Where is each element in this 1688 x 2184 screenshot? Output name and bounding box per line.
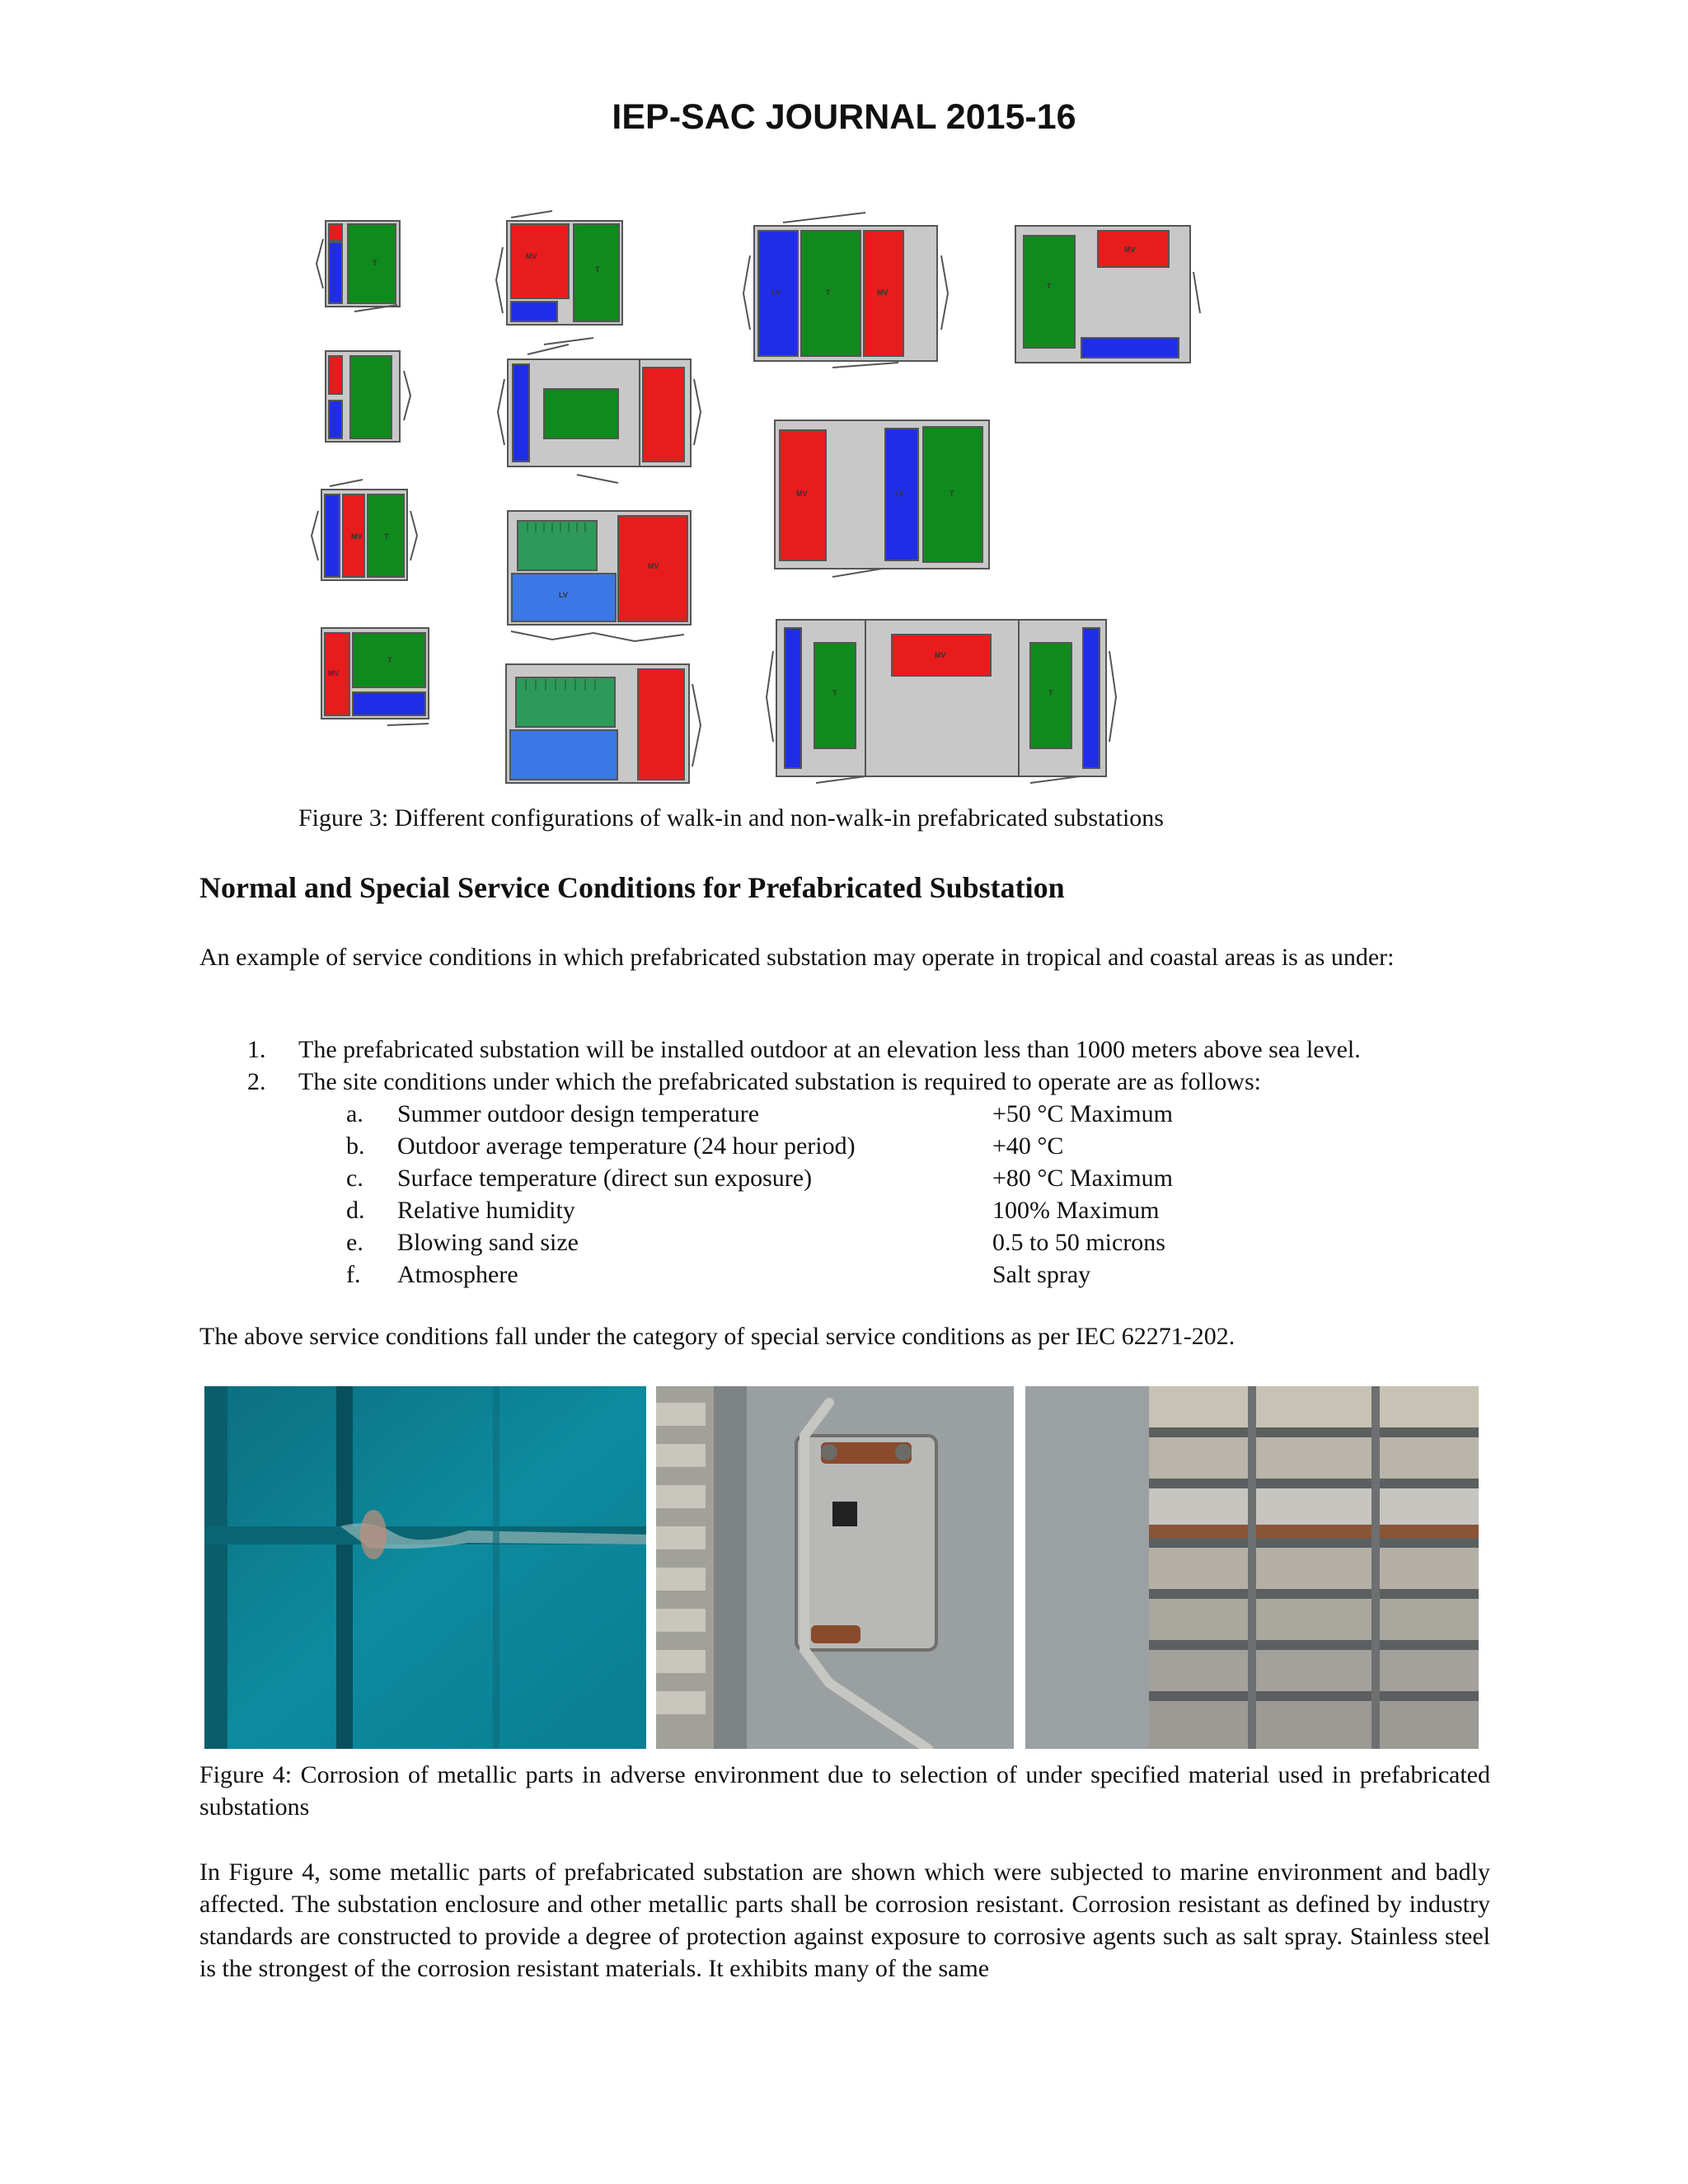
condition-letter: b. bbox=[346, 1132, 365, 1160]
config-5-t-label: T bbox=[595, 265, 600, 274]
condition-row bbox=[199, 1098, 1518, 1130]
config-3-mv-label: MV bbox=[351, 532, 363, 541]
config-11-mv-label: MV bbox=[935, 651, 946, 659]
config-11 bbox=[767, 620, 1116, 783]
site-conditions-list bbox=[199, 1098, 1518, 1291]
numbered-list bbox=[199, 1033, 1518, 1098]
config-7-lv-label: LV bbox=[559, 591, 568, 599]
condition-row bbox=[199, 1130, 1518, 1162]
config-2 bbox=[326, 351, 410, 442]
journal-title: IEP-SAC JOURNAL 2015-16 bbox=[612, 97, 1076, 137]
list-item-text: The prefabricated substation will be installed outdoor at an elevation less than 1000 meters above sea level. bbox=[298, 1036, 1361, 1063]
condition-letter: c. bbox=[346, 1165, 363, 1192]
config-5 bbox=[496, 211, 622, 344]
condition-value: 0.5 to 50 microns bbox=[992, 1229, 1165, 1256]
condition-label: Atmosphere bbox=[397, 1261, 518, 1288]
condition-value: +40 °C bbox=[992, 1132, 1064, 1160]
figure-4-caption: Figure 4: Corrosion of metallic parts in adverse environment due to selection of under specified material used in prefabricated substations bbox=[199, 1761, 1490, 1821]
config-1 bbox=[316, 221, 400, 312]
config-12 bbox=[1015, 226, 1200, 363]
condition-value: Salt spray bbox=[992, 1261, 1091, 1288]
condition-letter: f. bbox=[346, 1261, 361, 1288]
intro-paragraph: An example of service conditions in which prefabricated substation may operate in tropical and coastal areas is as under: bbox=[199, 944, 1395, 971]
condition-label: Surface temperature (direct sun exposure) bbox=[397, 1165, 813, 1192]
condition-label: Relative humidity bbox=[397, 1197, 575, 1224]
condition-value: 100% Maximum bbox=[992, 1197, 1160, 1224]
config-6 bbox=[498, 344, 701, 483]
config-9-lv-label: LV bbox=[771, 288, 781, 297]
list-marker: 1. bbox=[247, 1036, 266, 1063]
config-10-lv-label: LV bbox=[895, 490, 904, 498]
condition-label: Outdoor average temperature (24 hour period) bbox=[397, 1132, 856, 1160]
condition-value: +50 °C Maximum bbox=[992, 1100, 1173, 1127]
condition-row bbox=[199, 1162, 1518, 1194]
config-5-mv-label: MV bbox=[526, 252, 537, 260]
list-item bbox=[199, 1033, 1518, 1066]
condition-row bbox=[199, 1226, 1518, 1258]
config-11-t-right-label: T bbox=[1048, 689, 1053, 697]
condition-row bbox=[199, 1194, 1518, 1226]
figure-3-caption: Figure 3: Different configurations of walk-in and non-walk-in prefabricated substations bbox=[298, 804, 1164, 832]
condition-letter: d. bbox=[346, 1197, 365, 1224]
list-marker: 2. bbox=[247, 1068, 266, 1095]
substation-configurations-figure bbox=[305, 206, 1228, 793]
corroded-latch-photo bbox=[656, 1386, 1014, 1749]
config-7 bbox=[508, 511, 691, 641]
list-item bbox=[199, 1066, 1518, 1098]
condition-label: Blowing sand size bbox=[397, 1229, 579, 1256]
config-3 bbox=[312, 480, 417, 580]
config-9-mv-label: MV bbox=[877, 288, 889, 297]
condition-value: +80 °C Maximum bbox=[992, 1165, 1173, 1192]
list-item-text: The site conditions under which the prefabricated substation is required to operate are as follows: bbox=[298, 1068, 1261, 1095]
config-10-mv-label: MV bbox=[796, 490, 808, 498]
closing-paragraph: The above service conditions fall under the category of special service conditions as per IEC 62271-202. bbox=[199, 1323, 1236, 1350]
condition-letter: a. bbox=[346, 1100, 363, 1127]
config-7-mv-label: MV bbox=[648, 562, 659, 570]
config-8 bbox=[506, 664, 701, 783]
config-12-t-label: T bbox=[1047, 282, 1052, 290]
config-12-mv-label: MV bbox=[1124, 246, 1136, 254]
config-11-t-left-label: T bbox=[832, 689, 837, 697]
corroded-panel-photo bbox=[204, 1386, 646, 1749]
config-10-t-label: T bbox=[950, 490, 954, 498]
configurations-diagram bbox=[305, 206, 1228, 793]
corroded-louvre-photo bbox=[1025, 1386, 1479, 1749]
config-10 bbox=[775, 420, 989, 577]
body-paragraph: In Figure 4, some metallic parts of prefabricated substation are shown which were subjected to marine environment and badly affected. The substation enclosure and other metallic parts shall be corrosion resistant. Corrosion resistant as defined by industry standards are constructed to provide a degree of protection against exposure to corrosive agents such as salt spray. Stainless steel is the strongest of the corrosion resistant materials. It exhibits many of the same bbox=[199, 1858, 1490, 1982]
config-1-t-label: T bbox=[373, 259, 377, 267]
config-4-t-label: T bbox=[387, 656, 392, 664]
config-4-mv-label: MV bbox=[328, 669, 340, 677]
condition-row bbox=[199, 1258, 1518, 1291]
condition-label: Summer outdoor design temperature bbox=[397, 1100, 760, 1127]
section-heading: Normal and Special Service Conditions for Prefabricated Substation bbox=[199, 871, 1065, 904]
condition-letter: e. bbox=[346, 1229, 363, 1256]
config-9-t-label: T bbox=[826, 288, 831, 297]
config-3-t-label: T bbox=[384, 532, 389, 541]
